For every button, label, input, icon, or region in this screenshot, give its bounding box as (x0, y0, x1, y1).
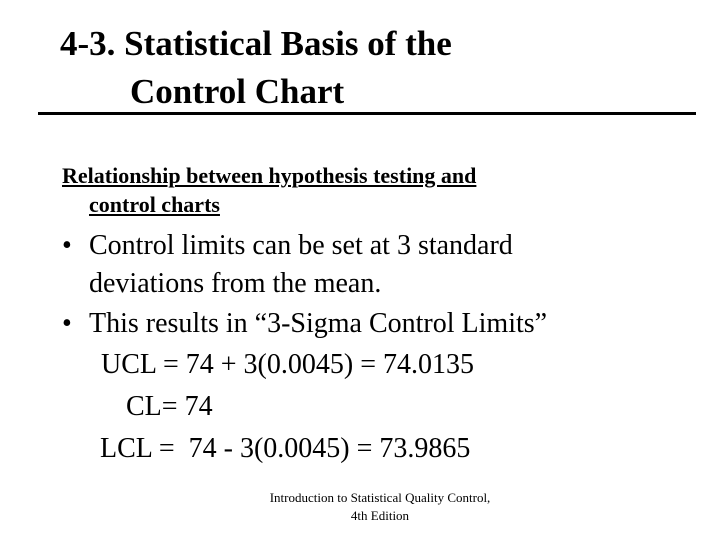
footer-source-line-1: Introduction to Statistical Quality Control, (269, 490, 491, 505)
bullet-2-marker: • (62, 308, 72, 339)
lcl-equation: LCL = 74 - 3(0.0045) = 73.9865 (100, 433, 471, 464)
bullet-1-marker: • (62, 230, 72, 261)
slide-title-line-2: Control Chart (130, 72, 345, 111)
slide-title-line-1: 4-3. Statistical Basis of the (60, 24, 452, 63)
bullet-2-text-line-1: This results in “3-Sigma Control Limits” (89, 308, 548, 339)
footer-source-line-2: 4th Edition (350, 508, 410, 523)
ucl-equation: UCL = 74 + 3(0.0045) = 74.0135 (101, 349, 474, 380)
subheading-line-2: control charts (89, 192, 220, 217)
cl-equation: CL= 74 (126, 391, 213, 422)
bullet-1-text-line-1: Control limits can be set at 3 standard (89, 230, 513, 261)
title-divider (38, 112, 696, 115)
bullet-1-text-line-2: deviations from the mean. (89, 268, 382, 299)
subheading-line-1: Relationship between hypothesis testing and (62, 163, 477, 188)
